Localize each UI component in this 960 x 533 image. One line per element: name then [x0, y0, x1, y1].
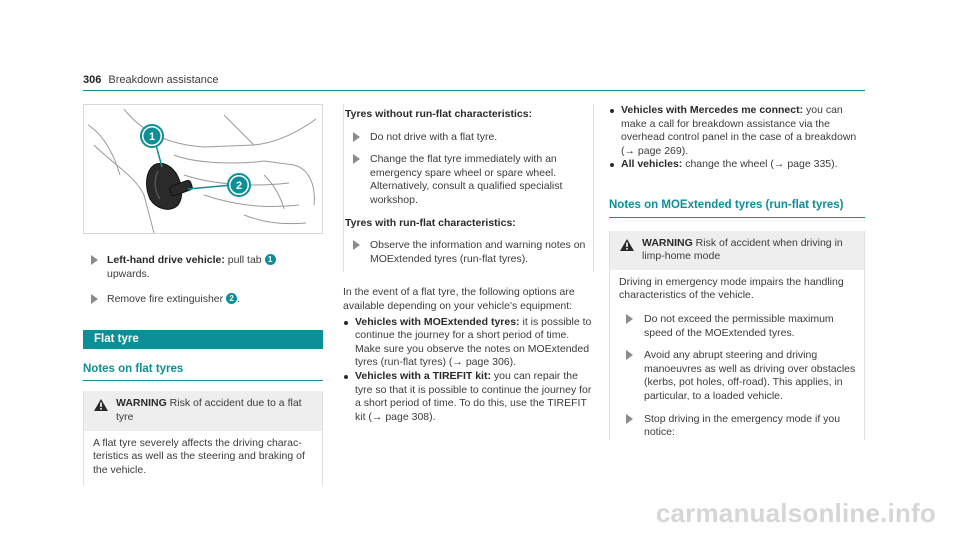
subhead-notes-flat-tyres: Notes on flat tyres: [83, 363, 323, 382]
page-header: [83, 74, 218, 88]
step-text: Do not drive with a flat tyre.: [370, 130, 498, 143]
warning-box: [609, 231, 865, 440]
bullet-bold-label: Vehicles with Mercedes me connect:: [621, 104, 804, 116]
step-arrow-icon: [353, 132, 360, 142]
step-arrow-icon: [91, 255, 98, 265]
section-title: Flat tyre: [83, 330, 323, 349]
figure-marker-2: 2: [235, 180, 243, 192]
step-text-after: upwards.: [107, 267, 150, 280]
bullet-text: it is possible to continue the journey for a short period of time. Make sure you observe the notes on MOExtended tyres (run-flat tyres) (→ page 306).: [355, 315, 592, 369]
list-item: [609, 158, 865, 172]
heading-runflat: Tyres with run-flat characteristics:: [345, 216, 516, 229]
step-pull-tab: [83, 254, 323, 281]
marker-2: 2: [226, 293, 237, 304]
step-item: [344, 239, 593, 266]
step-item: [610, 413, 864, 440]
step-text: Do not exceed the permissible maximum speed of the MOExtended tyres.: [644, 312, 834, 339]
bullet-bold-label: All vehicles:: [621, 158, 683, 171]
warning-header: [610, 231, 864, 270]
marker-1: 1: [265, 254, 276, 265]
step-text-after: .: [237, 293, 240, 306]
page-number: 306: [83, 74, 102, 86]
step-arrow-icon: [626, 314, 633, 324]
step-item: [344, 131, 593, 145]
column-1: [83, 104, 323, 485]
step-arrow-icon: [353, 154, 360, 164]
bullet-bold-label: Vehicles with a TIREFIT kit:: [355, 369, 491, 382]
list-item: [343, 370, 594, 424]
warning-header: [84, 391, 322, 430]
warning-body: A flat tyre severely affects the driving characteristics as well as the steering and braking of the vehicle.: [93, 436, 305, 476]
watermark: carmanualsonline.info: [655, 498, 936, 529]
column-2: [343, 104, 594, 424]
warning-head-text: Risk of accident when driving in limp-home mode: [642, 236, 843, 263]
step-item: [610, 349, 864, 403]
bullet-text: change the wheel (→ page 335).: [682, 158, 838, 171]
step-text: Observe the information and warning notes on MOExtended tyres (run-flat tyres).: [370, 239, 586, 265]
intro-paragraph: In the event of a flat tyre, the following options are available depending on your vehicle's equipment:: [343, 286, 575, 312]
warning-label: WARNING: [642, 236, 693, 249]
tyre-instructions-box: [343, 104, 594, 272]
subhead-moextended: Notes on MOExtended tyres (run-flat tyres): [609, 199, 865, 218]
chapter-title: Breakdown assistance: [108, 74, 219, 86]
step-remove-extinguisher: [83, 293, 323, 307]
header-rule: [83, 90, 865, 91]
warning-head-text: Risk of accident due to a flat tyre: [116, 397, 302, 423]
warning-label: WARNING: [116, 397, 167, 410]
step-item: [610, 313, 864, 340]
bullet-bold-label: Vehicles with MOExtended tyres:: [355, 315, 520, 328]
column-3: [609, 104, 865, 444]
step-text: Remove fire extinguisher: [107, 293, 227, 306]
bullet-text: you can make a call for breakdown assistance via the overhead control panel in the case of a breakdown (→ page 269).: [621, 104, 857, 157]
list-item: [609, 104, 865, 158]
warning-body: Driving in emergency mode impairs the handling characteristics of the vehicle.: [619, 275, 844, 302]
figure-marker-1: 1: [148, 131, 156, 143]
seat-illustration: [84, 105, 322, 233]
step-text: Change the flat tyre immediately with an emergency spare wheel or spare wheel. Alternatively, consult a qualified specialist workshop.: [370, 153, 563, 206]
bullet-text: you can repair the tyre so that it is possible to continue the journey for a short period of time. To do this, use the TIREFIT kit (→ page 308).: [355, 369, 592, 423]
warning-icon: [620, 239, 634, 251]
step-arrow-icon: [91, 294, 98, 304]
warning-icon: [94, 399, 108, 411]
heading-no-runflat: Tyres without run-flat characteristics:: [345, 108, 533, 120]
step-text: Avoid any abrupt steering and driving manoeuvres as well as driving over obstacles (kerbs, pot holes, off-road). This applies, in particular, to a loaded vehicle.: [644, 349, 856, 402]
step-arrow-icon: [626, 414, 633, 424]
step-text: pull tab: [224, 254, 265, 266]
options-list: [343, 316, 594, 425]
warning-box: [83, 391, 323, 485]
step-arrow-icon: [626, 350, 633, 360]
step-item: [344, 153, 593, 207]
step-bold-label: Left-hand drive vehicle:: [107, 254, 225, 266]
step-arrow-icon: [353, 240, 360, 250]
list-item: [343, 316, 594, 370]
step-text: Stop driving in the emergency mode if you notice:: [644, 412, 841, 439]
options-list-continued: [609, 104, 865, 172]
warning-steps: [610, 307, 864, 440]
fire-extinguisher-figure: [83, 104, 323, 234]
